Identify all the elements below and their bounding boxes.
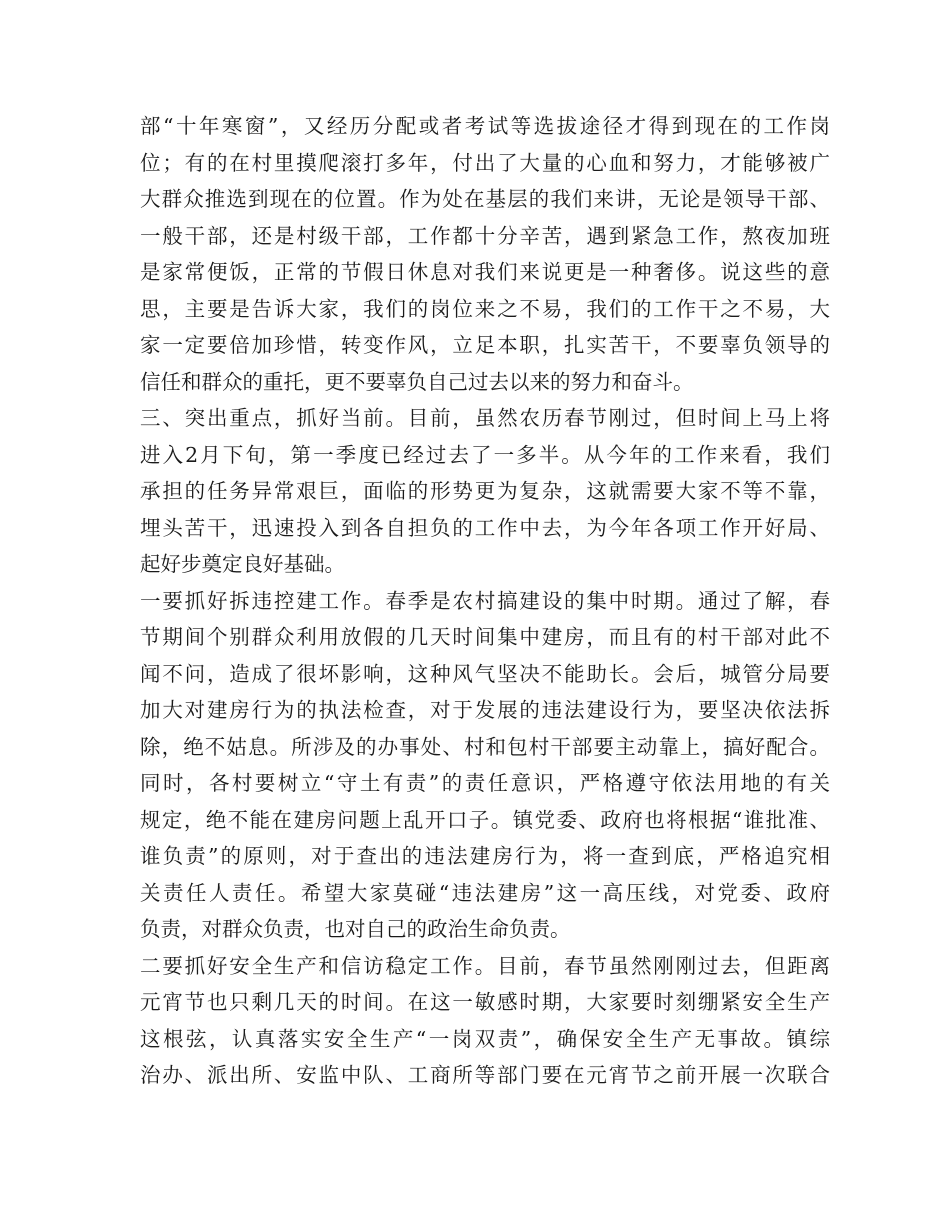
paragraph-2 <box>140 400 830 583</box>
text-line: 闻不问，造成了很坏影响，这种风气坚决不能助长。会后，城管分局要 <box>140 661 830 686</box>
paragraph-1 <box>140 108 830 400</box>
text-line: 进入2月下旬，第一季度已经过去了一多半。从今年的工作来看，我们 <box>140 442 830 467</box>
paragraph-4 <box>140 948 830 1094</box>
text-line: 位；有的在村里摸爬滚打多年，付出了大量的心血和努力，才能够被广 <box>140 150 830 175</box>
text-line: 这根弦，认真落实安全生产“一岗双责”，确保安全生产无事故。镇综 <box>140 1026 830 1051</box>
text-line: 大群众推选到现在的位置。作为处在基层的我们来讲，无论是领导干部、 <box>140 187 830 211</box>
text-line: 是家常便饭，正常的节假日休息对我们来说更是一种奢侈。说这些的意 <box>140 260 830 284</box>
text-line: 元宵节也只剩几天的时间。在这一敏感时期，大家要时刻绷紧安全生产 <box>140 990 830 1014</box>
text-line: 谁负责”的原则，对于查出的违法建房行为，将一查到底，严格追究相 <box>140 844 830 868</box>
text-line: 节期间个别群众利用放假的几天时间集中建房，而且有的村干部对此不 <box>140 625 830 649</box>
text-line: 治办、派出所、安监中队、工商所等部门要在元宵节之前开展一次联合 <box>140 1063 830 1087</box>
text-line: 家一定要倍加珍惜，转变作风，立足本职，扎实苦干，不要辜负领导的 <box>140 333 830 357</box>
text-line: 承担的任务异常艰巨，面临的形势更为复杂，这就需要大家不等不靠， <box>140 479 830 503</box>
text-line: 起好步奠定良好基础。 <box>140 552 345 576</box>
text-line: 一要抓好拆违控建工作。春季是农村搞建设的集中时期。通过了解，春 <box>140 588 830 613</box>
text-line: 埋头苦干，迅速投入到各自担负的工作中去，为今年各项工作开好局、 <box>140 515 830 540</box>
text-line: 一般干部，还是村级干部，工作都十分辛苦，遇到紧急工作，熬夜加班 <box>140 223 830 248</box>
text-line: 除，绝不姑息。所涉及的办事处、村和包村干部要主动靠上，搞好配合。 <box>140 734 830 759</box>
text-line: 信任和群众的重托，更不要辜负自己过去以来的努力和奋斗。 <box>140 369 694 394</box>
text-line: 规定，绝不能在建房问题上乱开口子。镇党委、政府也将根据“谁批准、 <box>140 807 830 832</box>
text-line: 负责，对群众负责，也对自己的政治生命负责。 <box>140 917 571 941</box>
text-line: 同时，各村要树立“守土有责”的责任意识，严格遵守依法用地的有关 <box>140 771 830 795</box>
text-line: 关责任人责任。希望大家莫碰“违法建房”这一高压线，对党委、政府 <box>140 880 830 905</box>
section-heading-line: 三、突出重点，抓好当前。目前，虽然农历春节刚过，但时间上马上将 <box>140 406 830 430</box>
paragraph-3 <box>140 583 830 948</box>
text-line: 部“十年寒窗”，又经历分配或者考试等选拔途径才得到现在的工作岗 <box>140 114 830 138</box>
text-line: 加大对建房行为的执法检查，对于发展的违法建设行为，要坚决依法拆 <box>140 698 830 722</box>
text-line: 二要抓好安全生产和信访稳定工作。目前，春节虽然刚刚过去，但距离 <box>140 953 830 978</box>
body-text <box>140 108 830 1094</box>
text-line: 思，主要是告诉大家，我们的岗位来之不易，我们的工作干之不易，大 <box>140 296 830 321</box>
